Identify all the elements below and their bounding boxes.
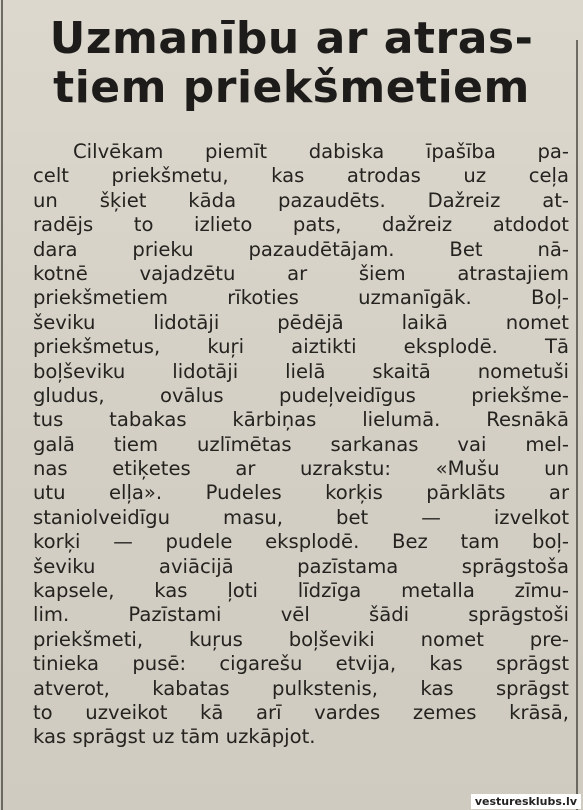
article-body — [33, 140, 569, 750]
body-line: tus tabakas kārbiņas lielumā. Resnākā — [33, 408, 569, 432]
body-line: staniolveidīgu masu, bet — izvelkot — [33, 505, 569, 529]
body-line: galā tiem uzlīmētas sarkanas vai mel- — [33, 432, 569, 456]
body-line: lim. Pazīstami vēl šādi sprāgstoši — [33, 603, 569, 627]
body-line: priekšmetiem rīkoties uzmanīgāk. Boļ- — [33, 286, 569, 310]
body-line: boļševiku lidotāji lielā skaitā nometuši — [33, 359, 569, 383]
body-line: gludus, ovālus pudeļveidīgus priekšme- — [33, 383, 569, 407]
body-line: celt priekšmetu, kas atrodas uz ceļa — [33, 164, 569, 188]
body-line: dara prieku pazaudētājam. Bet nā- — [33, 237, 569, 261]
headline-line: tiem priekšmetiem — [53, 62, 530, 113]
body-line: atverot, kabatas pulkstenis, kas sprāgst — [33, 676, 569, 700]
column-rule-left — [1, 0, 3, 810]
body-line: priekšmetus, kuŗi aiztikti eksplodē. Tā — [33, 335, 569, 359]
body-line: priekšmeti, kuŗus boļševiki nomet pre- — [33, 627, 569, 651]
source-watermark: vesturesklubs.lv — [471, 794, 581, 809]
body-line: ševiku lidotāji pēdējā laikā nomet — [33, 310, 569, 334]
body-line: utu elļa». Pudeles korķis pārklāts ar — [33, 481, 569, 505]
body-line: kas sprāgst uz tām uzkāpjot. — [33, 725, 316, 749]
body-line: radējs to izlieto pats, dažreiz atdodot — [33, 213, 569, 237]
column-rule-right — [576, 40, 578, 810]
body-line: kotnē vajadzētu ar šiem atrastajiem — [33, 261, 569, 285]
body-line: tinieka pusē: cigarešu etvija, kas sprāgst — [33, 652, 569, 676]
body-line: un šķiet kāda pazaudēts. Dažreiz at- — [33, 188, 569, 212]
body-line: Cilvēkam piemīt dabiska īpašība pa- — [73, 140, 569, 163]
body-line: nas etiķetes ar uzrakstu: «Mušu un — [33, 457, 569, 481]
body-line: to uzveikot kā arī vardes zemes krāsā, — [33, 700, 569, 724]
headline-line: Uzmanību ar atras- — [49, 13, 534, 64]
body-line: kapsele, kas ļoti līdzīga metalla zīmu- — [33, 579, 569, 603]
body-line: ševiku aviācijā pazīstama sprāgstoša — [33, 554, 569, 578]
body-line: korķi — pudele eksplodē. Bez tam boļ- — [33, 530, 569, 554]
article-headline — [0, 14, 583, 112]
